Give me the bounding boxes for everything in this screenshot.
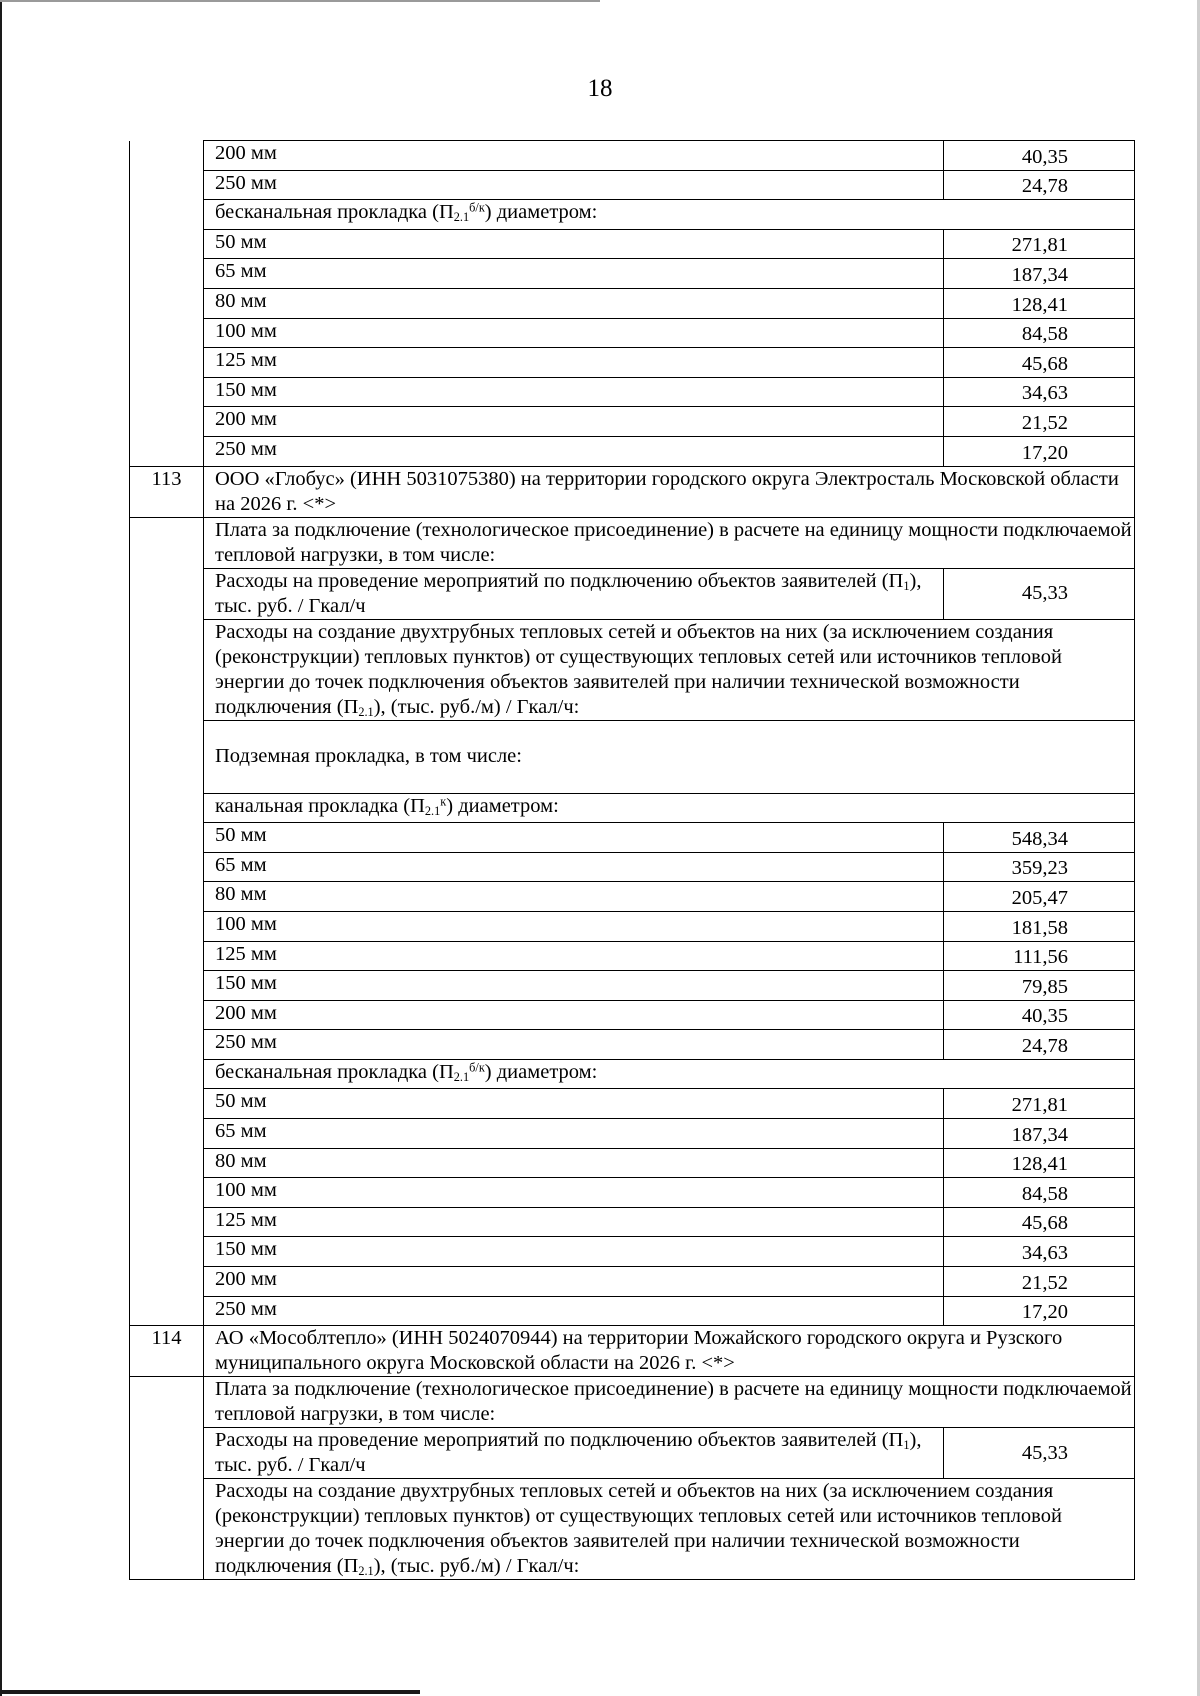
table-row (130, 1089, 1135, 1119)
row-number-cell (130, 1089, 204, 1119)
tariff-value: 271,81 (944, 1089, 1135, 1119)
tariff-value: 128,41 (944, 1148, 1135, 1178)
text-prefix: Расходы на создание двухтрубных тепловых сетей и объектов на них (за исключением создания (реконструкции) тепловых пунктов) от существующих тепловых сетей или источников тепловой энергии до точек подключения объектов заявителей при наличии технической возможности подключения (П (215, 620, 1062, 718)
page-number: 18 (587, 75, 613, 102)
diameter-label: 50 мм (204, 823, 944, 853)
text-suffix: ), тыс. руб. / Гкал/ч (215, 569, 922, 617)
table-row (130, 1000, 1135, 1030)
diameter-label: 150 мм (204, 1237, 944, 1267)
row-number-cell (130, 1479, 204, 1580)
diameter-label: 250 мм (204, 436, 944, 466)
row-number-cell (130, 377, 204, 407)
table-row (130, 1237, 1135, 1267)
diameter-label: 150 мм (204, 377, 944, 407)
tariff-value: 21,52 (944, 407, 1135, 437)
text-suffix: ) диаметром: (446, 794, 559, 817)
diameter-label: 125 мм (204, 348, 944, 378)
row-number-cell (130, 1296, 204, 1326)
row-number-cell (130, 1428, 204, 1479)
text-superscript: к (440, 793, 447, 808)
tariff-value: 24,78 (944, 1030, 1135, 1060)
text-subscript: 2.1 (424, 803, 441, 818)
tariff-value: 34,63 (944, 1237, 1135, 1267)
table-row (130, 259, 1135, 289)
row-number-cell (130, 1237, 204, 1267)
diameter-label: 100 мм (204, 1178, 944, 1208)
table-row (130, 1148, 1135, 1178)
entry-title: ООО «Глобус» (ИНН 5031075380) на территории городского округа Электросталь Московской области на 2026 г. <*> (204, 466, 1135, 517)
row-number-cell (130, 793, 204, 823)
diameter-label: 200 мм (204, 407, 944, 437)
text-prefix: Расходы на создание двухтрубных тепловых сетей и объектов на них (за исключением создания (реконструкции) тепловых пунктов) от существующих тепловых сетей или источников тепловой энергии до точек подключения объектов заявителей при наличии технической возможности подключения (П (215, 1480, 1062, 1578)
laying-type-header (204, 793, 1135, 823)
p1-description (204, 1428, 944, 1479)
text-subscript: 2.1 (453, 210, 470, 225)
diameter-label: 100 мм (204, 318, 944, 348)
row-number-cell (130, 1119, 204, 1149)
row-number-cell (130, 1059, 204, 1089)
table-row (130, 1296, 1135, 1326)
text-subscript: 1 (903, 578, 910, 593)
table-row (130, 288, 1135, 318)
row-number-cell (130, 318, 204, 348)
table-row (130, 793, 1135, 823)
table-row (130, 941, 1135, 971)
table-row (130, 318, 1135, 348)
row-number-cell (130, 141, 204, 171)
row-number-cell (130, 436, 204, 466)
tariff-table (129, 140, 1135, 1580)
table-row (130, 720, 1135, 793)
underground-heading: Подземная прокладка, в том числе: (204, 720, 1135, 793)
tariff-value: 45,68 (944, 1207, 1135, 1237)
row-number-cell (130, 911, 204, 941)
table-row (130, 823, 1135, 853)
p1-value: 45,33 (944, 568, 1135, 619)
diameter-label: 200 мм (204, 1267, 944, 1297)
text-suffix: ), (тыс. руб./м) / Гкал/ч: (373, 1555, 580, 1578)
row-number-cell (130, 568, 204, 619)
table-row (130, 1119, 1135, 1149)
tariff-value: 271,81 (944, 229, 1135, 259)
diameter-label: 200 мм (204, 1000, 944, 1030)
diameter-label: 200 мм (204, 141, 944, 171)
diameter-label: 65 мм (204, 259, 944, 289)
row-number-cell (130, 1178, 204, 1208)
tariff-value: 187,34 (944, 259, 1135, 289)
tariff-value: 111,56 (944, 941, 1135, 971)
text-prefix: бесканальная прокладка (П (215, 201, 454, 224)
scan-border-top (0, 0, 600, 2)
diameter-label: 80 мм (204, 882, 944, 912)
p21-description (204, 1479, 1135, 1580)
row-number-cell (130, 200, 204, 230)
tariff-value: 548,34 (944, 823, 1135, 853)
scan-border-left (0, 0, 2, 1696)
diameter-label: 250 мм (204, 1296, 944, 1326)
tariff-value: 205,47 (944, 882, 1135, 912)
p1-value: 45,33 (944, 1428, 1135, 1479)
text-suffix: ) диаметром: (484, 1060, 598, 1083)
table-row (130, 141, 1135, 171)
text-superscript: б/к (469, 1060, 485, 1075)
row-number-cell (130, 288, 204, 318)
tariff-value: 359,23 (944, 852, 1135, 882)
scan-border-bottom (0, 1690, 420, 1694)
row-number-cell (130, 971, 204, 1001)
row-number-cell (130, 619, 204, 720)
table-row (130, 1059, 1135, 1089)
text-suffix: ), тыс. руб. / Гкал/ч (215, 1429, 922, 1477)
table-row (130, 1267, 1135, 1297)
tariff-value: 24,78 (944, 170, 1135, 200)
tariff-value: 21,52 (944, 1267, 1135, 1297)
table-row (130, 882, 1135, 912)
row-number-cell (130, 1207, 204, 1237)
diameter-label: 100 мм (204, 911, 944, 941)
diameter-label: 250 мм (204, 170, 944, 200)
laying-type-header (204, 1059, 1135, 1089)
diameter-label: 65 мм (204, 852, 944, 882)
tariff-value: 45,68 (944, 348, 1135, 378)
table-row (130, 971, 1135, 1001)
p1-description (204, 568, 944, 619)
table-row (130, 1326, 1135, 1377)
diameter-label: 80 мм (204, 1148, 944, 1178)
row-number-cell (130, 852, 204, 882)
diameter-label: 150 мм (204, 971, 944, 1001)
table-row (130, 911, 1135, 941)
tariff-value: 84,58 (944, 1178, 1135, 1208)
table-row (130, 1207, 1135, 1237)
text-prefix: бесканальная прокладка (П (215, 1060, 454, 1083)
tariff-value: 79,85 (944, 971, 1135, 1001)
table-row (130, 348, 1135, 378)
table-row (130, 1479, 1135, 1580)
row-number-cell (130, 407, 204, 437)
text-subscript: 2.1 (358, 1564, 374, 1579)
row-number-cell (130, 823, 204, 853)
row-number-cell (130, 1148, 204, 1178)
diameter-label: 250 мм (204, 1030, 944, 1060)
text-prefix: Расходы на проведение мероприятий по подключению объектов заявителей (П (215, 1429, 904, 1452)
p21-description (204, 619, 1135, 720)
table-row (130, 436, 1135, 466)
text-subscript: 2.1 (358, 704, 374, 719)
table-row (130, 170, 1135, 200)
diameter-label: 125 мм (204, 941, 944, 971)
connection-fee-text: Плата за подключение (технологическое присоединение) в расчете на единицу мощности подключаемой тепловой нагрузки, в том числе: (204, 517, 1135, 568)
tariff-value: 17,20 (944, 1296, 1135, 1326)
table-row (130, 377, 1135, 407)
tariff-value: 181,58 (944, 911, 1135, 941)
laying-type-header (204, 200, 1135, 230)
row-number-cell (130, 170, 204, 200)
tariff-table-body (130, 141, 1135, 1580)
table-row (130, 407, 1135, 437)
entry-number: 114 (130, 1326, 204, 1377)
row-number-cell (130, 229, 204, 259)
diameter-label: 50 мм (204, 1089, 944, 1119)
row-number-cell (130, 259, 204, 289)
text-suffix: ) диаметром: (484, 201, 598, 224)
diameter-label: 65 мм (204, 1119, 944, 1149)
text-suffix: ), (тыс. руб./м) / Гкал/ч: (373, 695, 580, 718)
entry-number: 113 (130, 466, 204, 517)
text-subscript: 2.1 (453, 1069, 470, 1084)
table-row (130, 1377, 1135, 1428)
tariff-value: 40,35 (944, 1000, 1135, 1030)
row-number-cell (130, 882, 204, 912)
text-superscript: б/к (469, 200, 485, 215)
row-number-cell (130, 1267, 204, 1297)
row-number-cell (130, 1377, 204, 1428)
tariff-value: 17,20 (944, 436, 1135, 466)
row-number-cell (130, 720, 204, 793)
row-number-cell (130, 1000, 204, 1030)
diameter-label: 80 мм (204, 288, 944, 318)
row-number-cell (130, 348, 204, 378)
entry-title: АО «Мособлтепло» (ИНН 5024070944) на территории Можайского городского округа и Рузского муниципального округа Московской области на 2026 г. <*> (204, 1326, 1135, 1377)
table-row (130, 1428, 1135, 1479)
table-row (130, 619, 1135, 720)
table-row (130, 517, 1135, 568)
table-row (130, 1030, 1135, 1060)
connection-fee-text: Плата за подключение (технологическое присоединение) в расчете на единицу мощности подключаемой тепловой нагрузки, в том числе: (204, 1377, 1135, 1428)
table-row (130, 568, 1135, 619)
tariff-value: 40,35 (944, 141, 1135, 171)
table-row (130, 466, 1135, 517)
text-prefix: Расходы на проведение мероприятий по подключению объектов заявителей (П (215, 569, 904, 592)
diameter-label: 125 мм (204, 1207, 944, 1237)
tariff-value: 187,34 (944, 1119, 1135, 1149)
row-number-cell (130, 941, 204, 971)
table-row (130, 229, 1135, 259)
diameter-label: 50 мм (204, 229, 944, 259)
tariff-value: 34,63 (944, 377, 1135, 407)
tariff-value: 128,41 (944, 288, 1135, 318)
tariff-value: 84,58 (944, 318, 1135, 348)
table-row (130, 852, 1135, 882)
table-row (130, 1178, 1135, 1208)
text-subscript: 1 (903, 1438, 910, 1453)
row-number-cell (130, 1030, 204, 1060)
row-number-cell (130, 517, 204, 568)
table-row (130, 200, 1135, 230)
text-prefix: канальная прокладка (П (215, 794, 425, 817)
